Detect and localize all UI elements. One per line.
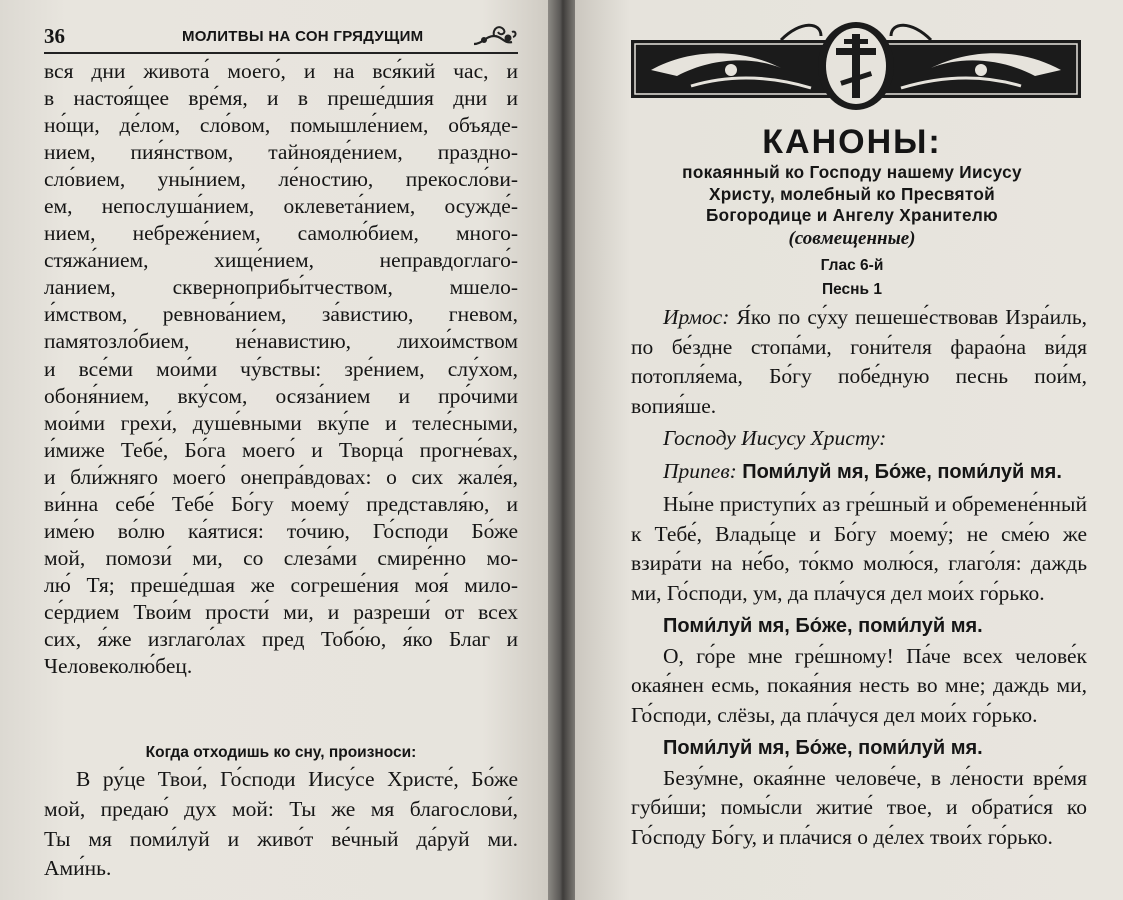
irmos-label: Ирмос: — [663, 305, 730, 329]
irmos — [631, 303, 1087, 421]
subtitle-line-2: Христу, молебный ко Пресвятой — [708, 183, 996, 204]
text-line: но́щи, де́лом, сло́вом, помышле́нием, объяде- — [44, 113, 518, 138]
subtitle-line-1: покаянный ко Господу нашему Иисусу — [682, 162, 1022, 182]
troparion-3: Безу́мне, окая́нне челове́че, в ле́ности вре́мя губи́ши; помы́сли житие́ твое, и обрати́ся ко Го́споду Бо́гу, и пла́чися о де́лех твои́х го́рько. — [631, 765, 1087, 849]
text-line: ви́нна себе́ Тебе́ Бо́гу моему́ представля́ю, и — [44, 491, 518, 516]
text-line: памятозло́бием, не́навистию, лихои́мством — [44, 329, 518, 354]
text-line: име́ю во́лю ка́ятися: то́чию, Го́споди Бо́же — [44, 518, 518, 543]
text-line: обоня́нием, вку́сом, осяза́нием и про́чими — [44, 383, 518, 408]
text-line: сло́вием, уны́нием, ле́ностию, прекосло́ви- — [44, 167, 518, 192]
refrain-3 — [631, 733, 1087, 764]
left-page — [0, 0, 548, 900]
combined-note: (совмещенные) — [788, 228, 916, 249]
text-line: Ты мя поми́луй и живо́т ве́чный да́руй ми. — [44, 826, 518, 851]
subheading: Когда отходишь ко сну, произноси: — [145, 744, 417, 761]
prayer-text — [44, 58, 518, 680]
bedtime-prayer — [44, 741, 518, 884]
text-line: мои́ми грехи́, душе́вными вку́пе и теле́сными, — [44, 410, 518, 435]
text-line: и́миже Тебе́, Бо́га моего́ и Творца́ прогне́вах, — [44, 437, 518, 462]
text-line: стяжа́нием, хище́нием, неправдоглаго́- — [44, 248, 518, 273]
text-line: нием, пия́нством, тайнояде́нием, праздно- — [44, 140, 518, 165]
text-line: ем, непослуша́нием, оклевета́нием, осужде́- — [44, 194, 518, 219]
canon-text — [631, 303, 1087, 852]
right-page — [575, 0, 1123, 900]
running-title: МОЛИТВЫ НА СОН ГРЯДУЩИМ — [182, 28, 424, 45]
refrain: Поми́луй мя, Бо́же, поми́луй мя. — [663, 615, 983, 637]
text-line: Ами́нь. — [44, 856, 112, 881]
running-header — [44, 22, 518, 54]
text-line: вся дни живота́ моего́, и на вся́кий час, и — [44, 59, 518, 83]
page-title: КАНОНЫ: — [762, 123, 942, 161]
text-line: ланием, скверноприбы́тчеством, мшело- — [44, 275, 518, 300]
refrain-line — [631, 457, 1087, 488]
text-line: Человеколю́бец. — [44, 654, 193, 679]
text-line: в настоя́щее вре́мя, и в преше́дшия дни и — [44, 86, 518, 111]
text-line: и все́ми мои́ми чу́вствы: зре́нием, слу́хом, — [44, 356, 518, 381]
text-line: нием, небреже́нием, самолю́бием, много- — [44, 221, 518, 246]
text-line: сих, я́же изглаго́лах пред Тобо́ю, я́ко Благ и — [44, 626, 518, 651]
subtitle-line-3: Богородице и Ангелу Хранителю — [705, 205, 999, 225]
canons-title-block — [615, 122, 1089, 227]
troparion-2: О, го́ре мне гре́шному! Па́че всех челове́к окая́нен есмь, покая́ния несть во мне; даждь ми, Го́споди, слёзы, да пла́чуся дел мои́х го́рько. — [631, 643, 1087, 727]
refrain-2 — [631, 611, 1087, 642]
refrain-label: Припев: — [663, 458, 737, 483]
refrain: Поми́луй мя, Бо́же, поми́луй мя. — [742, 460, 1062, 483]
text-line: и бли́жняго моего́ онепра́вдовах: о сих жале́я, — [44, 464, 518, 489]
text-line: В ру́це Твои́, Го́споди Иису́се Христе́, Бо́же — [76, 767, 518, 791]
floral-ornament-icon — [472, 22, 518, 50]
address-line: Господу Иисусу Христу: — [663, 426, 887, 450]
text-line: мой, помози́ ми, со слеза́ми смире́нно мо- — [44, 545, 518, 570]
text-line: и́мством, ревнова́нием, за́вистию, гневом, — [44, 302, 518, 327]
cross-ornament-icon — [631, 12, 1081, 110]
refrain: Поми́луй мя, Бо́же, поми́луй мя. — [663, 737, 983, 759]
irmos-text: Я́ко по су́ху пешеше́ствовав Изра́иль, по бе́здне стопа́ми, гони́теля фарао́на ви́дя потопля́ема, Бо́гу побе́дную песнь пои́м, вопия́ше. — [631, 305, 1087, 418]
book-gutter — [548, 0, 575, 900]
page-number: 36 — [44, 24, 65, 48]
troparion-1: Ны́не приступи́х аз гре́шный и обремене́нный к Тебе́, Влады́це и Бо́гу моему́; не сме́ю же взира́ти на не́бо, то́кмо молю́ся, глаго́ля: даждь ми, Го́споди, ум, да пла́чуся дел мои́х го́рько. — [631, 492, 1087, 605]
text-line: мой, предаю́ дух мой: Ты же мя благослови́, — [44, 796, 518, 821]
tone-label: Глас 6-й — [820, 257, 884, 274]
ode-label: Песнь 1 — [822, 281, 882, 298]
text-line: се́рдием Твои́м прости́ ми, и разреши́ от всех — [44, 599, 518, 624]
text-line: лю́ Тя; преше́дшая же согреше́ния моя́ мило- — [44, 572, 518, 597]
